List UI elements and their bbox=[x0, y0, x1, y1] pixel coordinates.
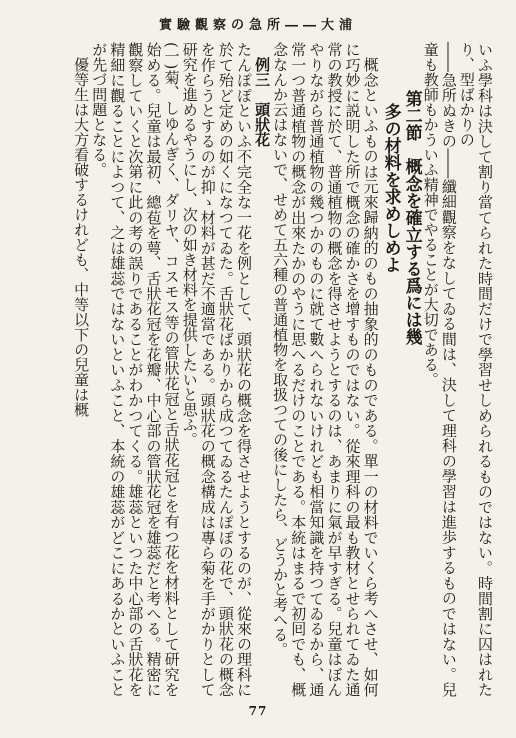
list-item bbox=[90, 42, 180, 697]
body-text bbox=[22, 42, 494, 697]
paragraph: ――急所ぬきの――纖細觀察をなしてゐる間は、決して理科の學習は進歩するものではない。兒童も教師もかういふ精神でやることが大切である。 bbox=[421, 42, 458, 697]
paragraph: いふ學科は決して割り當てられた時間だけで學習せしめられるものではない。時間割に囚はれたり、型ばかりの bbox=[457, 42, 494, 697]
section-subheading: 多の材料を求めしめよ bbox=[380, 103, 401, 274]
paragraph: たんぽぽといふ不完全な一花を例として、頭狀花の概念を得させようとするのが、從來の理科に於て殆ど定めの如くになつてゐた。舌狀花ばかりから成つてゐるたんぽぽの花で、頭狀花の概念を作らうとするのが抑ゝ材料が甚だ不適當である。頭狀花の概念構成は專ら菊を手がかりとして研究を進めるやうにし、次の如き材料を提供したいと思ふ。 bbox=[180, 42, 253, 697]
paragraph: 優等生は大方看破するけれども、中等以下の兒童は概 bbox=[72, 57, 91, 417]
section-heading: 第二節 概念を確立する爲には幾 bbox=[401, 89, 422, 345]
list-item-marker: (一) bbox=[162, 42, 181, 70]
example-heading: 例三 頭狀花 bbox=[253, 57, 272, 147]
running-head: 實驗觀察の急所――大浦 bbox=[158, 18, 357, 33]
page-number: 77 bbox=[248, 704, 268, 718]
paragraph: 概念といふものは元來歸納的のもの抽象的のものである。單一の材料でいくら考へさせ、如何に巧妙に説明した所で概念の確かさを增すものではない。從來理科の最も教材とせられてゐた通常の教授に於て、普通植物の概念を得させようとするのは、あまりに氣が早すぎる。兒童はぼんやりながら普通植物の幾つかのものに就て數へられないけれども相當知識を持つてゐるから、通常一つ普通植物の概念が出來たかのやうに思へるだけのことである。本統はまるで初囘でも、概念なんか云はないで、せめて五六種の普通植物を取扱つての後にしたら、どうかと考へる。 bbox=[271, 42, 380, 697]
list-item-text: 菊、しゆんぎく、ダリヤ、コスモス等の管狀花冠と舌狀花冠とを有つ花を材料として研究を始める。兒童は最初、總苞を萼、舌狀花冠を花瓣、中心部の管狀花冠を雄蕊だと考へる。精密に觀察していくと次第に此の考の誤りであることがわかつてくる。雄蕊といつた中心部の舌狀花を精細に觀ることによつて、之は雄蕊ではないといふこと、本統の雄蕊がどこにあるかといふことが先づ問題となる。 bbox=[90, 42, 181, 697]
